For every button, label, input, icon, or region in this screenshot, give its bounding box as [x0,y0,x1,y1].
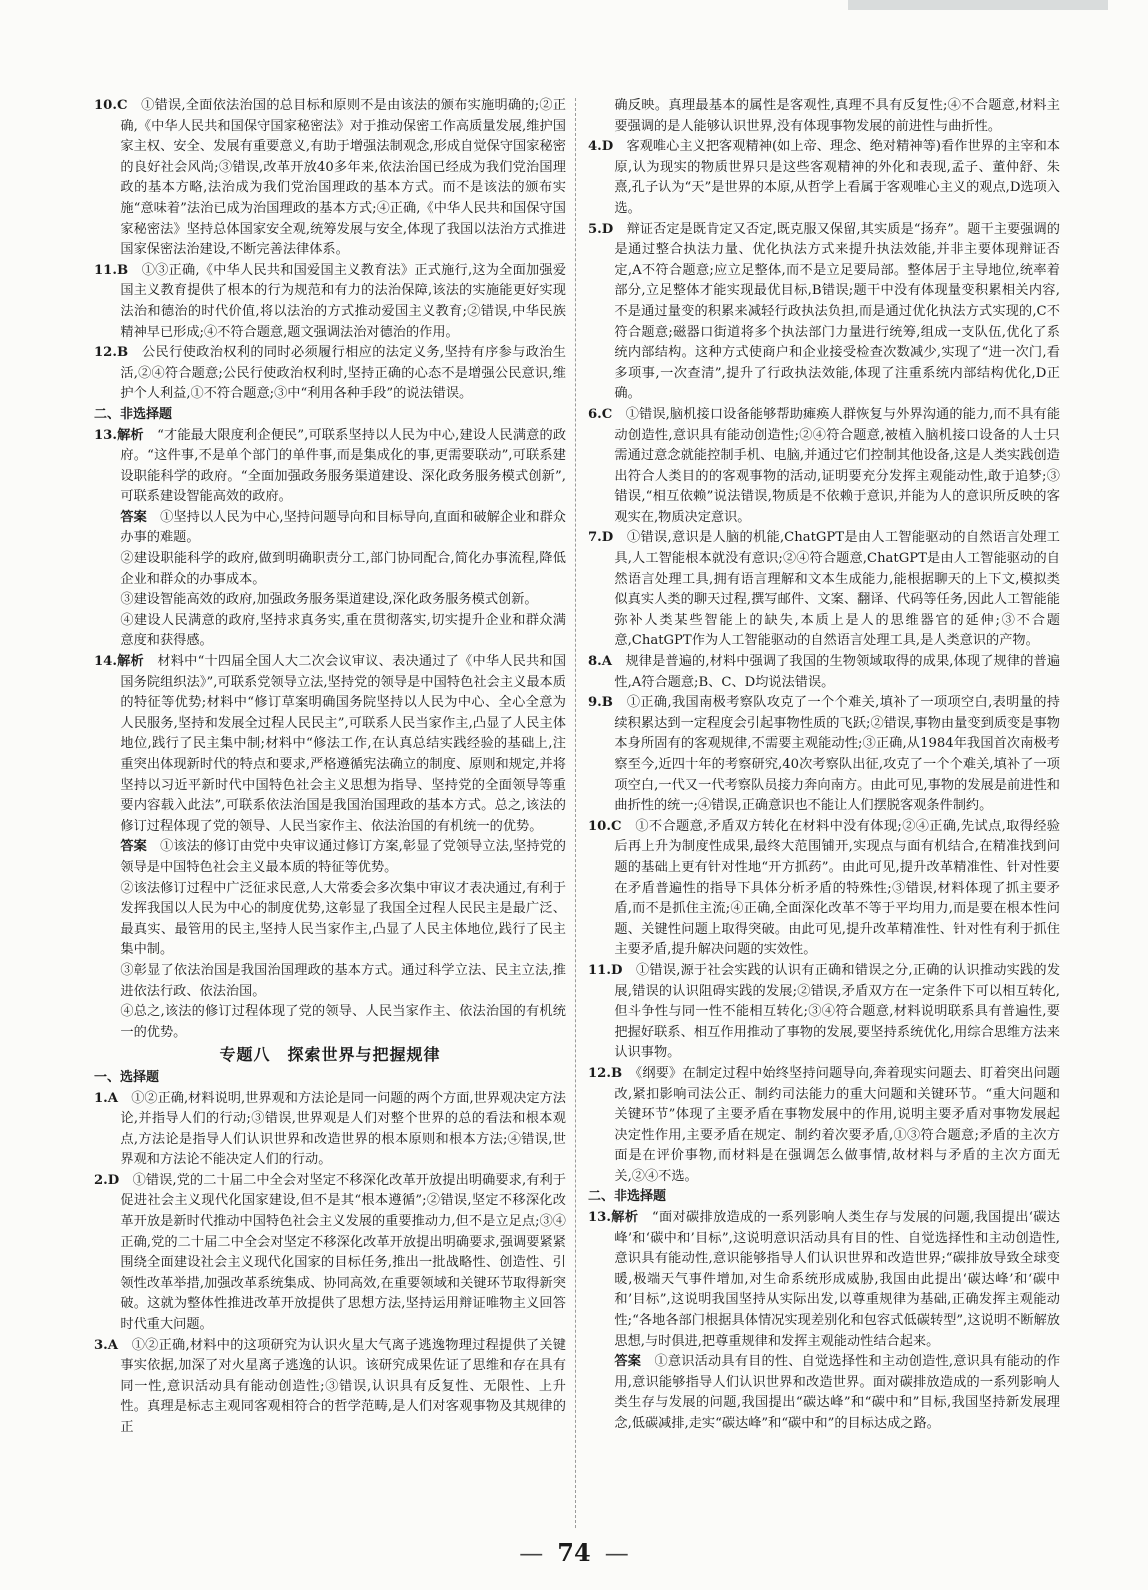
continued-text: 确反映。真理最基本的属性是客观性,真理不具有反复性;④不合题意,材料主要强调的是人能够认识世界,没有体现事物发展的前进性与曲折性。 [614,98,1060,134]
right-column [588,96,1060,1435]
answer-point: ③建设智能高效的政府,加强政务服务渠道建设,深化政务服务模式创新。 [120,592,538,608]
answer-item: 2.D ①错误,党的二十届二中全会对坚定不移深化改革开放提出明确要求,有利于促进社会主义现代化国家建设,但不是其“根本遵循”;②错误,坚定不移深化改革开放是新时代推动中国特色社会主义发展的重要推动力,但不是立足点;③④正确,党的二十届二中全会对坚定不移深化改革开放提出明确要求,强调要紧紧围绕全面建设社会主义现代化国家的目标任务,推出一批战略性、创造性、引领性改革举措,加强改革系统集成、协同高效,在重要领域和关键环节取得新突破。这就为整体性推进改革开放提供了思想方法,坚持运用辩证唯物主义回答时代重大问题。 [94,1172,566,1333]
answer-point: ②该法修订过程中广泛征求民意,人大常委会多次集中审议才表决通过,有利于发挥我国以人民为中心的制度优势,这彰显了我国全过程人民民主是最广泛、最真实、最管用的民主,坚持人民当家作主,凸显了人民主体地位,践行了民主集中制。 [120,880,566,958]
answer-item: 11.B ①③正确,《中华人民共和国爱国主义教育法》正式施行,这为全面加强爱国主义教育提供了根本的行为规范和有力的法治保障,该法的实施能更好实现法治和德治的时代价值,将以法治的方式推动爱国主义教育;②错误,中华民族精神早已形成;④不符合题意,题文强调法治对德治的作用。 [94,262,567,340]
answer-item: 4.D 客观唯心主义把客观精神(如上帝、理念、绝对精神等)看作世界的主宰和本原,认为现实的物质世界只是这些客观精神的外化和表现,孟子、董仲舒、朱熹,孔子认为“天”是世界的本原,从哲学上看属于客观唯心主义的观点,D选项入选。 [588,139,1060,216]
question-14-analysis: 14.解析 材料中“十四届全国人大二次会议审议、表决通过了《中华人民共和国国务院组织法》”,可联系党领导立法,坚持党的领导是中国特色社会主义最本质的特征等优势;材料中“修订草案明确国务院坚持以人民为中心、全心全意为人民服务,坚持和发展全过程人民民主”,可联系人民当家作主,凸显了人民主体地位,践行了民主集中制;材料中“修法工作,在认真总结实践经验的基础上,注重突出体现新时代的特点和要求,严格遵循宪法确立的制度、原则和规定,并将坚持以习近平新时代中国特色社会主义思想为指导、坚持党的全面领导等重要内容载入此法”,可联系依法治国是我国治国理政的基本方式。总之,该法的修订过程体现了党的领导、人民当家作主、依法治国的有机统一的优势。 [94,654,567,834]
answer-item: 10.C ①错误,全面依法治国的总目标和原则不是由该法的颁布实施明确的;②正确,《中华人民共和国保守国家秘密法》对于推动保密工作高质量发展,维护国家主权、安全、发展有重要意义,有助于增强法制观念,形成自觉保守国家秘密的良好社会风尚;③错误,改革开放40多年来,依法治国已经成为我们党治国理政的基本方略,法治成为我们党治国理政的基本方式。而不是该法的颁布实施“意味着”法治已成为治国理政的基本方式;④正确,《中华人民共和国保守国家秘密法》坚持总体国家安全观,统筹发展与安全,体现了我国以法治方式推进国家保密法治建设,不断完善法律体系。 [94,98,566,258]
question-14-answer: 答案 ①该法的修订由党中央审议通过修订方案,彰显了党领导立法,坚持党的领导是中国特色社会主义最本质的特征等优势。 [120,839,566,875]
answer-point: ④建设人民满意的政府,坚持求真务实,重在贯彻落实,切实提升企业和群众满意度和获得感。 [120,612,566,649]
answer-item: 3.A ①②正确,材料中的这项研究为认识火星大气离子逃逸物理过程提供了关键事实依据,加深了对火星离子逃逸的认识。该研究成果佐证了思维和存在具有同一性,意识活动具有能动创造性;③错误,认识具有反复性、无限性、上升性。真理是标志主观同客观相符合的哲学范畴,是人们对客观事物及其规律的正 [94,1337,566,1435]
answer-item: 12.B 《纲要》在制定过程中始终坚持问题导向,奔着现实问题去、盯着突出问题改,紧扣影响司法公正、制约司法能力的重大问题和关键环节。“重大问题和关键环节”体现了主要矛盾在事物发展中的作用,说明主要矛盾对事物发展起决定性作用,主要矛盾在规定、制约着次要矛盾,①③符合题意;矛盾的主次方面是在评价事物,而材料是在强调怎么做事情,故材料与矛盾的主次方面无关,②④不选。 [588,1065,1061,1184]
answer-item: 6.C ①错误,脑机接口设备能够帮助瘫痪人群恢复与外界沟通的能力,而不具有能动创造性,意识具有能动创造性;②④符合题意,被植入脑机接口设备的人士只需通过意念就能控制手机、电脑,并通过它们控制其他设备,这是人类实践创造出符合人类目的的客观事物的活动,证明要充分发挥主观能动性,敢于追梦;③错误,“相互依赖”说法错误,物质是不依赖于意识,并能为人的意识所反映的客观实在,物质决定意识。 [588,406,1061,525]
section-heading: 一、选择题 [94,1069,160,1085]
answer-item: 1.A ①②正确,材料说明,世界观和方法论是同一问题的两个方面,世界观决定方法论,并指导人们的行动;③错误,世界观是人们对整个世界的总的看法和根本观点,方法论是指导人们认识世界和改造世界的根本原则和根本方法;④错误,世界观和方法论不能决定人们的行动。 [94,1090,566,1168]
answer-item: 11.D ①错误,源于社会实践的认识有正确和错误之分,正确的认识推动实践的发展,错误的认识阻碍实践的发展;②错误,矛盾双方在一定条件下可以相互转化,但斗争性与同一性不能相互转化;③④符合题意,材料说明联系具有普遍性,要把握好联系、相互作用推动了事物的发展,要坚持系统优化,用综合思维方法来认识事物。 [588,962,1061,1061]
page-number: — 74 — [519,1538,629,1567]
section-heading: 二、非选择题 [588,1189,667,1205]
question-13-answer: 答案 ①意识活动具有目的性、自觉选择性和主动创造性,意识具有能动的作用,意识能够指导人们认识世界和改造世界。面对碳排放造成的一系列影响人类生存与发展的问题,我国提出“碳达峰”和“碳中和”目标,我国坚持新发展理念,低碳减排,走实“碳达峰”和“碳中和”的目标达成之路。 [614,1354,1061,1431]
answer-item: 5.D 辩证否定是既肯定又否定,既克服又保留,其实质是“扬弃”。题干主要强调的是通过整合执法力量、优化执法方式来提升执法效能,并非主要体现辩证否定,A不符合题意;应立足整体,而不是立足要局部。整体居于主导地位,统率着部分,立足整体才能实现最优目标,B错误;题干中没有体现量变积累相关内容,不是通过量变的积累来减轻行政执法负担,而是通过优化执法方式实现的,C不符合题意;磁器口街道将多个执法部门力量进行统筹,组成一支队伍,优化了系统内部结构。这种方式使商户和企业接受检查次数减少,实现了“进一次门,看多项事,一次查清”,提升了行政执法效能,体现了注重系统内部结构优化,D正确。 [588,221,1060,402]
left-column [94,96,566,1439]
answer-item: 8.A 规律是普遍的,材料中强调了我国的生物领域取得的成果,体现了规律的普遍性,A符合题意;B、C、D均说法错误。 [588,654,1061,690]
chapter-title: 专题八 探索世界与把握规律 [219,1045,441,1065]
answer-item: 7.D ①错误,意识是人脑的机能,ChatGPT是由人工智能驱动的自然语言处理工具,人工智能根本就没有意识;②④符合题意,ChatGPT是由人工智能驱动的自然语言处理工具,拥有语言理解和文本生成能力,能根据聊天的上下文,模拟类似真实人类的聊天过程,撰写邮件、文案、翻译、代码等任务,因此人工智能能弥补人类某些智能上的缺失,本质上是人的思维器官的延伸;③不合题意,ChatGPT作为人工智能驱动的自然语言处理工具,是人类意识的产物。 [588,530,1060,649]
answer-item: 12.B 公民行使政治权利的同时必须履行相应的法定义务,坚持有序参与政治生活,②④符合题意;公民行使政治权利时,坚持正确的心态不是增强公民意识,维护个人利益,①不符合题意;③中“利用各种手段”的说法错误。 [94,345,566,402]
answer-point: ③彰显了依法治国是我国治国理政的基本方式。通过科学立法、民主立法,推进依法行政、依法治国。 [120,962,566,999]
answer-item: 9.B ①正确,我国南极考察队攻克了一个个难关,填补了一项项空白,表明量的持续积累达到一定程度会引起事物性质的飞跃;②错误,事物由量变到质变是事物本身所固有的客观规律,不需要主观能动性;③正确,从1984年我国首次南极考察至今,近四十年的考察研究,40次考察队出征,攻克了一个个难关,填补了一项项空白,一代又一代考察队员接力奔向南方。由此可见,事物的发展是前进性和曲折性的统一;④错误,正确意识也不能让人们摆脱客观条件制约。 [588,695,1060,814]
scan-edge-bar [848,0,1108,10]
question-13-answer: 答案 ①坚持以人民为中心,坚持问题导向和目标导向,直面和破解企业和群众办事的难题。 [120,509,566,546]
answer-point: ②建设职能科学的政府,做到明确职责分工,部门协同配合,简化办事流程,降低企业和群众的办事成本。 [120,551,566,587]
answer-point: ④总之,该法的修订过程体现了党的领导、人民当家作主、依法治国的有机统一的优势。 [120,1004,566,1040]
question-13-analysis: 13.解析 “面对碳排放造成的一系列影响人类生存与发展的问题,我国提出‘碳达峰’和‘碳中和’目标”,这说明意识活动具有目的性、自觉选择性和主动创造性,意识具有能动性,意识能够指导人们认识世界和改造世界;“碳排放导致全球变暖,极端天气事件增加,对生命系统形成威胁,我国由此提出‘碳达峰’和‘碳中和’目标”,这说明我国坚持从实际出发,以尊重规律为基础,正确发挥主观能动性;“各地各部门根据具体情况实现差别化和包容式低碳转型”,这说明不断解放思想,与时俱进,把尊重规律和发挥主观能动性结合起来。 [588,1210,1061,1349]
question-13-analysis: 13.解析 “才能最大限度利企便民”,可联系坚持以人民为中心,建设人民满意的政府。“这件事,不是单个部门的单件事,而是集成化的事,更需要联动”,可联系建设职能科学的政府。“全面加强政务服务渠道建设、深化政务服务模式创新”,可联系建设智能高效的政府。 [94,427,567,505]
column-divider [575,98,576,1528]
answer-item: 10.C ①不合题意,矛盾双方转化在材料中没有体现;②④正确,先试点,取得经验后再上升为制度性成果,最终大范围铺开,实现点与面有机结合,在精准找到问题的基础上更有针对性地“开方抓药”。由此可见,提升改革精准性、针对性要在矛盾普遍性的指导下具体分析矛盾的特殊性;③错误,材料体现了抓主要矛盾,而不是抓住主流;④正确,全面深化改革不等于平均用力,而是要在根本性问题、关键性问题上取得突破。由此可见,提升改革精准性、针对性有利于抓住主要矛盾,提升解决问题的实效性。 [588,818,1060,958]
section-heading: 二、非选择题 [94,406,173,422]
